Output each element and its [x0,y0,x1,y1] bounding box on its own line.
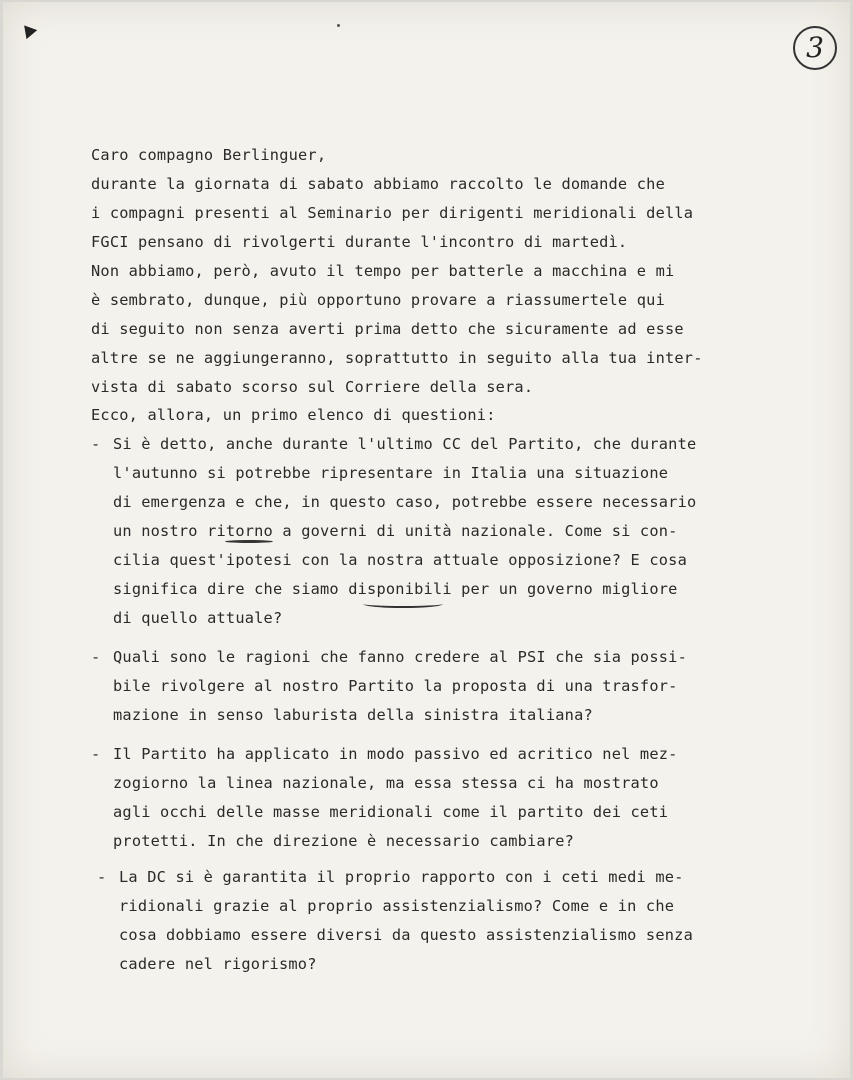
page-number: 3 [793,26,837,70]
question-line: di quello attuale? [113,609,283,627]
question-line: cadere nel rigorismo? [119,955,317,973]
pen-underline-mark [363,600,443,608]
corner-mark-icon [19,21,37,39]
paragraph-line: è sembrato, dunque, più opportuno provare a riassumertele qui [91,291,665,309]
paragraph-line: di seguito non senza averti prima detto che sicuramente ad esse [91,320,684,338]
question-line: ridionali grazie al proprio assistenzialismo? Come e in che [119,897,675,915]
paragraph-line: Non abbiamo, però, avuto il tempo per batterle a macchina e mi [91,262,675,280]
list-dash: - [97,868,107,886]
question-line: zogiorno la linea nazionale, ma essa stessa ci ha mostrato [113,774,659,792]
paragraph-line: i compagni presenti al Seminario per dirigenti meridionali della [91,204,694,222]
question-line: cilia quest'ipotesi con la nostra attuale opposizione? E cosa [113,551,687,569]
list-dash: - [91,648,101,666]
document-page [3,2,850,1078]
question-line: bile rivolgere al nostro Partito la proposta di una trasfor- [113,677,678,695]
question-line: agli occhi delle masse meridionali come il partito dei ceti [113,803,669,821]
question-line: La DC si è garantita il proprio rapporto con i ceti medi me- [119,868,684,886]
paragraph-line: altre se ne aggiungeranno, soprattutto in seguito alla tua inter- [91,349,703,367]
question-line: mazione in senso laburista della sinistra italiana? [113,706,593,724]
question-line: Si è detto, anche durante l'ultimo CC del Partito, che durante [113,435,697,453]
paragraph-line: durante la giornata di sabato abbiamo raccolto le domande che [91,175,665,193]
salutation: Caro compagno Berlinguer, [91,146,327,164]
paragraph-line: vista di sabato scorso sul Corriere della sera. [91,378,534,396]
paragraph-line: FGCI pensano di rivolgerti durante l'incontro di martedì. [91,233,628,251]
list-dash: - [91,435,101,453]
question-line: un nostro ritorno a governi di unità nazionale. Come si con- [113,522,678,540]
question-line: protetti. In che direzione è necessario cambiare? [113,832,575,850]
question-line: di emergenza e che, in questo caso, potrebbe essere necessario [113,493,697,511]
question-line: cosa dobbiamo essere diversi da questo assistenzialismo senza [119,926,693,944]
question-line: Quali sono le ragioni che fanno credere al PSI che sia possi- [113,648,687,666]
question-line: l'autunno si potrebbe ripresentare in Italia una situazione [113,464,669,482]
list-dash: - [91,745,101,763]
question-line: significa dire che siamo disponibili per un governo migliore [113,580,678,598]
question-line: Il Partito ha applicato in modo passivo ed acritico nel mez- [113,745,678,763]
pen-stroke-mark [225,540,273,543]
paragraph-line: Ecco, allora, un primo elenco di questioni: [91,406,496,424]
ink-dot [337,24,340,27]
